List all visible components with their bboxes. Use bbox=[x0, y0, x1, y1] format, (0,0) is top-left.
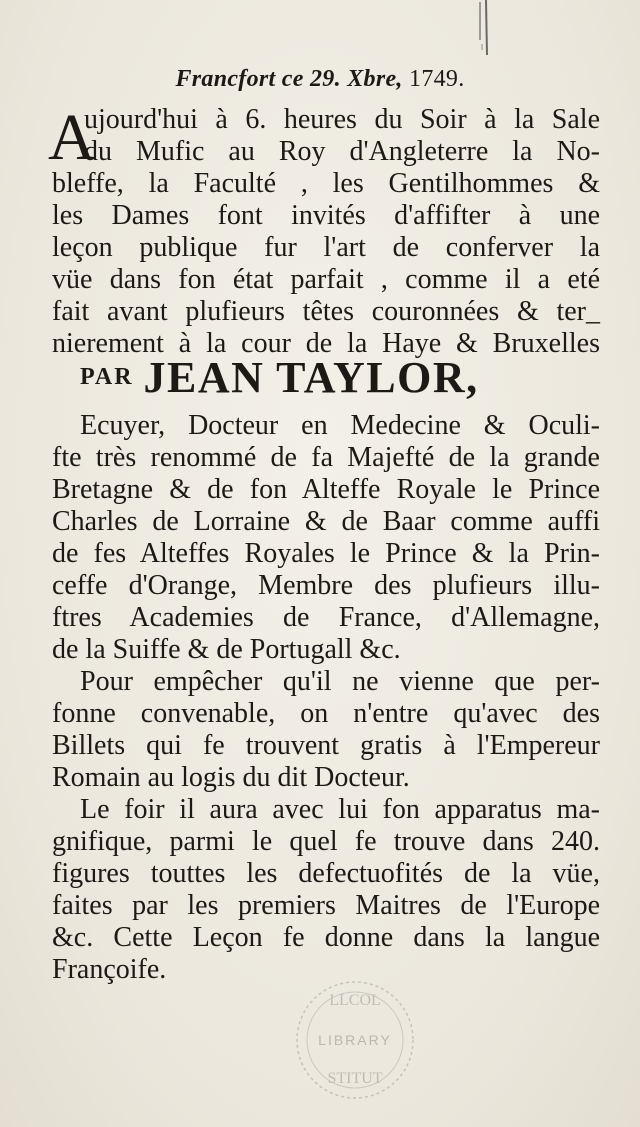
text-line: ujourd'hui à 6. heures du Soir à la Sale bbox=[84, 104, 600, 135]
text-line: Billets qui fe trouvent gratis à l'Empereur bbox=[52, 730, 600, 761]
text-line: figures touttes les defectuofités de la vüe, bbox=[52, 858, 600, 889]
text-line: gnifique, parmi le quel fe trouve dans 240. bbox=[52, 826, 600, 857]
stamp-text-bottom: STITUT bbox=[327, 1070, 383, 1087]
text-line: Françoife. bbox=[52, 954, 167, 985]
text-line: les Dames font invités d'affifter à une bbox=[52, 200, 600, 231]
text-line: bleffe, la Faculté , les Gentilhommes & bbox=[52, 168, 600, 199]
text-line: fonne convenable, on n'entre qu'avec des bbox=[52, 698, 600, 729]
dateline bbox=[0, 66, 640, 93]
ink-marks bbox=[470, 0, 500, 60]
text-line: ftres Academies de France, d'Allemagne, bbox=[52, 602, 600, 633]
text-line: faites par les premiers Maitres de l'Europe bbox=[52, 890, 600, 921]
text-line: ceffe d'Orange, Membre des plufieurs illu- bbox=[52, 570, 600, 601]
text-line: Le foir il aura avec lui fon apparatus ma- bbox=[80, 794, 600, 825]
byline-name: JEAN TAYLOR, bbox=[143, 353, 479, 402]
text-line: fte très renommé de fa Majefté de la grande bbox=[52, 442, 600, 473]
text-line: &c. Cette Leçon fe donne dans la langue bbox=[52, 922, 600, 953]
text-line: fait avant plufieurs têtes couronnées & ter_ bbox=[52, 296, 600, 327]
text-line: Ecuyer, Docteur en Medecine & Oculi- bbox=[80, 410, 600, 441]
dateline-place-date: Francfort ce 29. Xbre, bbox=[175, 66, 403, 92]
text-line: nierement à la cour de la Haye & Bruxelles bbox=[52, 328, 600, 359]
stamp-text-top: LLCOL bbox=[329, 992, 381, 1009]
text-line: Bretagne & de fon Alteffe Royale le Prince bbox=[52, 474, 600, 505]
byline-par: PAR bbox=[80, 364, 134, 390]
byline bbox=[80, 352, 600, 403]
text-line: Pour empêcher qu'il ne vienne que per- bbox=[80, 666, 600, 697]
text-line: du Mufic au Roy d'Angleterre la No- bbox=[84, 136, 600, 167]
text-line: de la Suiffe & de Portugall &c. bbox=[52, 634, 401, 665]
dateline-year: 1749. bbox=[409, 66, 465, 92]
paragraph-credentials bbox=[52, 410, 600, 986]
paragraph-announcement bbox=[48, 101, 600, 360]
text-line: Romain au logis du dit Docteur. bbox=[52, 762, 410, 793]
text-line: vüe dans fon état parfait , comme il a eté bbox=[52, 264, 600, 295]
stamp-text-middle: LIBRARY bbox=[318, 1032, 392, 1048]
library-stamp bbox=[290, 975, 420, 1105]
drop-cap: A bbox=[48, 101, 96, 174]
text-line: Charles de Lorraine & de Baar comme auffi bbox=[52, 506, 600, 537]
text-line: leçon publique fur l'art de conferver la bbox=[52, 232, 600, 263]
text-line: de fes Alteffes Royales le Prince & la Prin- bbox=[52, 538, 600, 569]
